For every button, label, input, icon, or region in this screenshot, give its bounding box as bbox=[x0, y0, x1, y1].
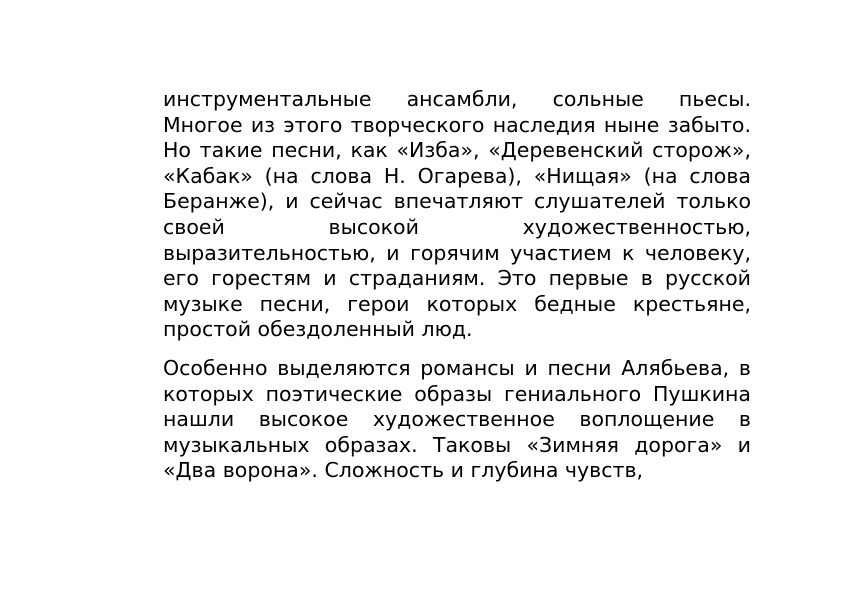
paragraph-1: инструментальные ансамбли, сольные пьесы. Многое из этого творческого наследия ныне забыто. Но такие песни, как «Изба», «Деревенский сторож», «Кабак» (на слова Н. Огарева), «Нищая» (на слова Беранже), и сейчас впечатляют слушателей только своей высокой художественностью, выразительностью, и горячим участием к человеку, его горестям и страданиям. Это первые в русской музыке песни, герои которых бедные крестьяне, простой обездоленный люд. bbox=[163, 87, 751, 342]
paragraph-2: Особенно выделяются романсы и песни Алябьева, в которых поэтические образы гениального Пушкина нашли высокое художественное воплощение в музыкальных образах. Таковы «Зимняя дорога» и «Два ворона». Сложность и глубина чувств, bbox=[163, 355, 751, 483]
document-body bbox=[163, 87, 751, 484]
